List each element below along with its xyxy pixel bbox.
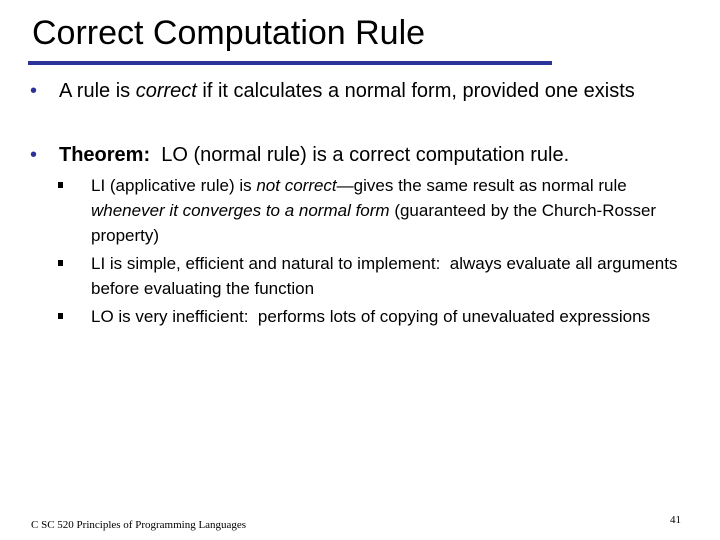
bullet-dot-icon: • — [30, 80, 38, 102]
slide-title: Correct Computation Rule — [32, 14, 426, 52]
sub-bullet-text: LI is simple, efficient and natural to implement: always evaluate all arguments before evaluating the function — [91, 254, 683, 298]
page-number: 41 — [670, 514, 681, 526]
square-bullet-icon — [58, 313, 63, 319]
bullet-text: Theorem: LO (normal rule) is a correct computation rule. — [59, 144, 570, 166]
footer-course-name: C SC 520 Principles of Programming Languages — [31, 519, 247, 531]
square-bullet-icon — [58, 182, 63, 188]
bullet-text: A rule is correct if it calculates a normal form, provided one exists — [59, 80, 635, 102]
square-bullet-icon — [58, 260, 63, 266]
sub-bullet-text: LI (applicative rule) is not correct—gives the same result as normal rule whenever it converges to a normal form (guaranteed by the Church-Rosser property) — [91, 176, 657, 245]
sub-bullet-text: LO is very inefficient: performs lots of copying of unevaluated expressions — [91, 307, 651, 326]
bullet-dot-icon: • — [30, 144, 38, 166]
